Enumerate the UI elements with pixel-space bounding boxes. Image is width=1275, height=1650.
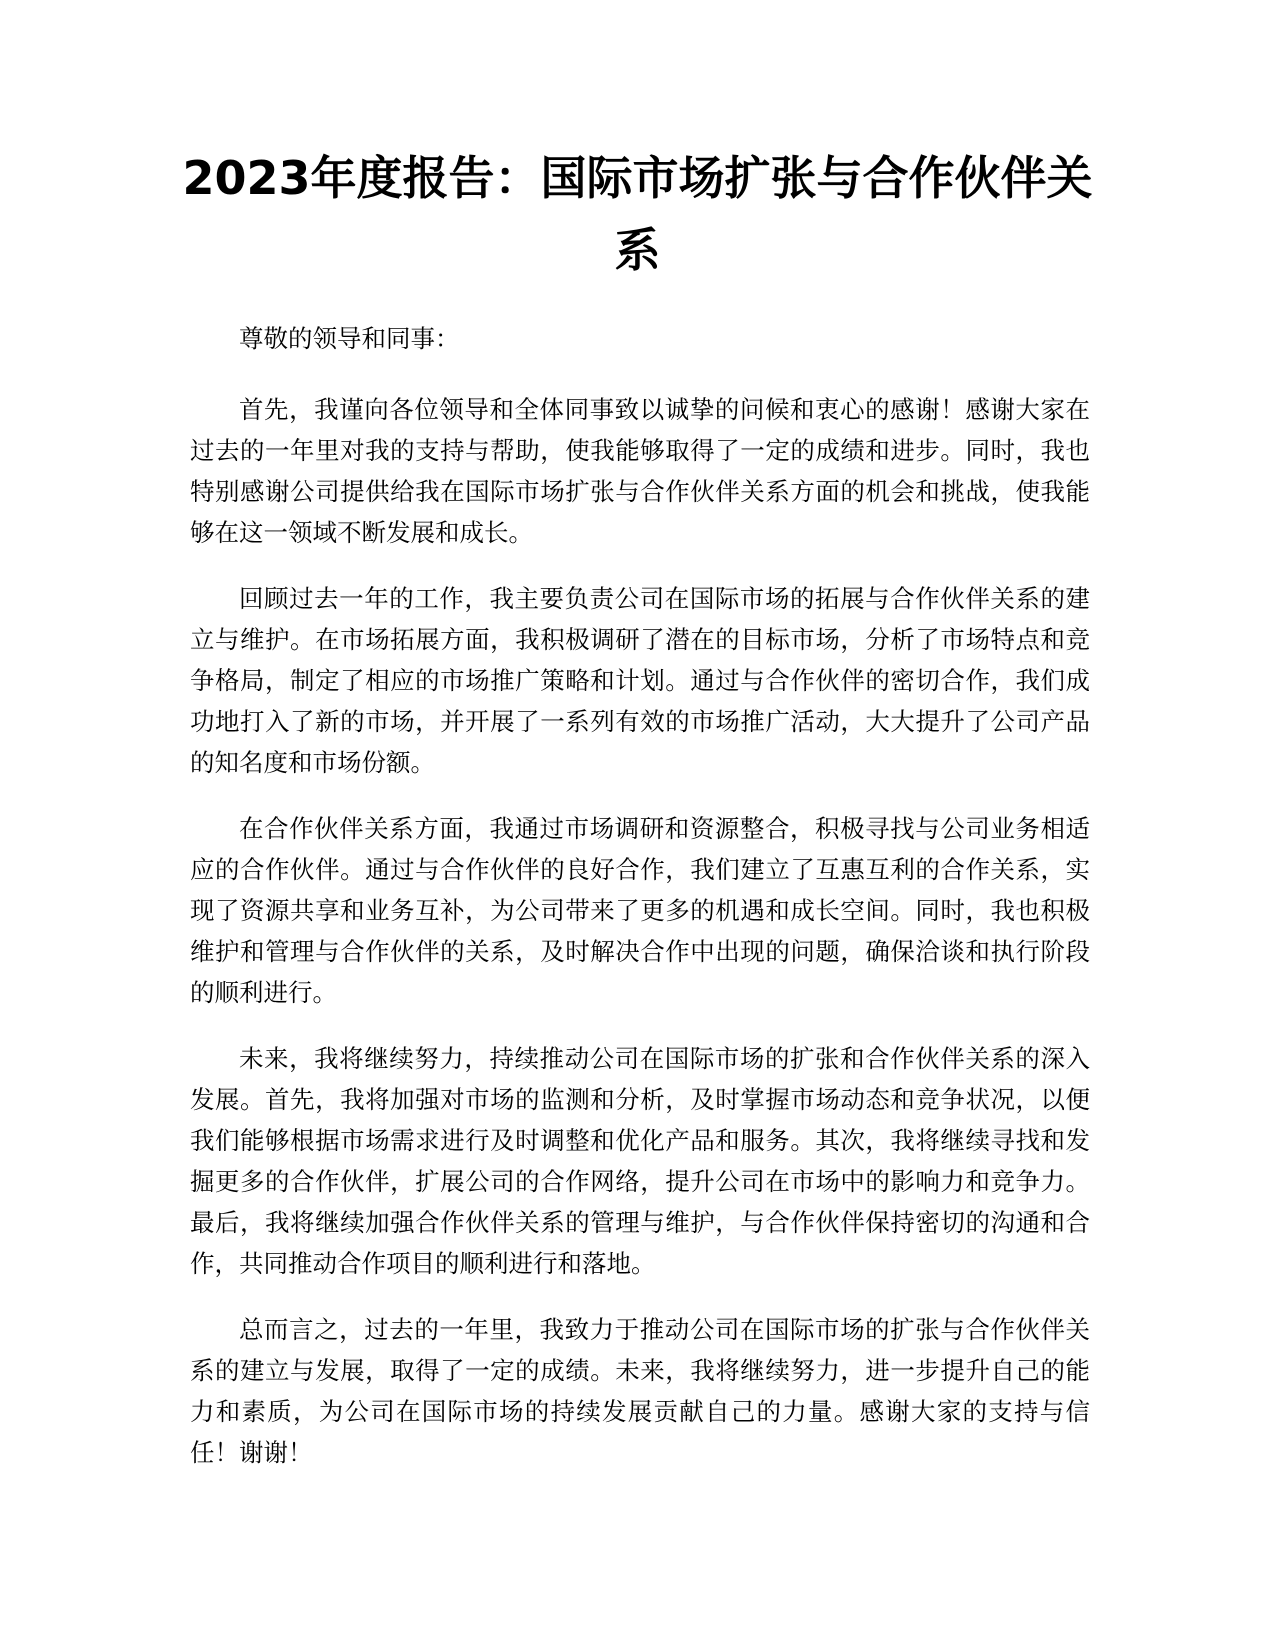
paragraph-conclusion: 总而言之，过去的一年里，我致力于推动公司在国际市场的扩张与合作伙伴关系的建立与发展，取得了一定的成绩。未来，我将继续努力，进一步提升自己的能力和素质，为公司在国际市场的持续发展贡献自己的力量。感谢大家的支持与信任！谢谢！ (190, 1315, 1090, 1467)
paragraph-future: 未来，我将继续努力，持续推动公司在国际市场的扩张和合作伙伴关系的深入发展。首先，我将加强对市场的监测和分析，及时掌握市场动态和竞争状况，以便我们能够根据市场需求进行及时调整和优化产品和服务。其次，我将继续寻找和发掘更多的合作伙伴，扩展公司的合作网络，提升公司在市场中的影响力和竞争力。最后，我将继续加强合作伙伴关系的管理与维护，与合作伙伴保持密切的沟通和合作，共同推动合作项目的顺利进行和落地。 (190, 1044, 1090, 1278)
paragraph-review: 回顾过去一年的工作，我主要负责公司在国际市场的拓展与合作伙伴关系的建立与维护。在市场拓展方面，我积极调研了潜在的目标市场，分析了市场特点和竞争格局，制定了相应的市场推广策略和计划。通过与合作伙伴的密切合作，我们成功地打入了新的市场，并开展了一系列有效的市场推广活动，大大提升了公司产品的知名度和市场份额。 (190, 584, 1090, 777)
paragraph-thanks: 首先，我谨向各位领导和全体同事致以诚挚的问候和衷心的感谢！感谢大家在过去的一年里对我的支持与帮助，使我能够取得了一定的成绩和进步。同时，我也特别感谢公司提供给我在国际市场扩张与合作伙伴关系方面的机会和挑战，使我能够在这一领域不断发展和成长。 (190, 395, 1090, 547)
document-body (190, 318, 1090, 1498)
paragraph-partnerships: 在合作伙伴关系方面，我通过市场调研和资源整合，积极寻找与公司业务相适应的合作伙伴。通过与合作伙伴的良好合作，我们建立了互惠互利的合作关系，实现了资源共享和业务互补，为公司带来了更多的机遇和成长空间。同时，我也积极维护和管理与合作伙伴的关系，及时解决合作中出现的问题，确保洽谈和执行阶段的顺利进行。 (190, 814, 1090, 1007)
greeting-line: 尊敬的领导和同事： (239, 324, 460, 353)
document-title: 2023年度报告：国际市场扩张与合作伙伴关系 (182, 151, 1093, 277)
